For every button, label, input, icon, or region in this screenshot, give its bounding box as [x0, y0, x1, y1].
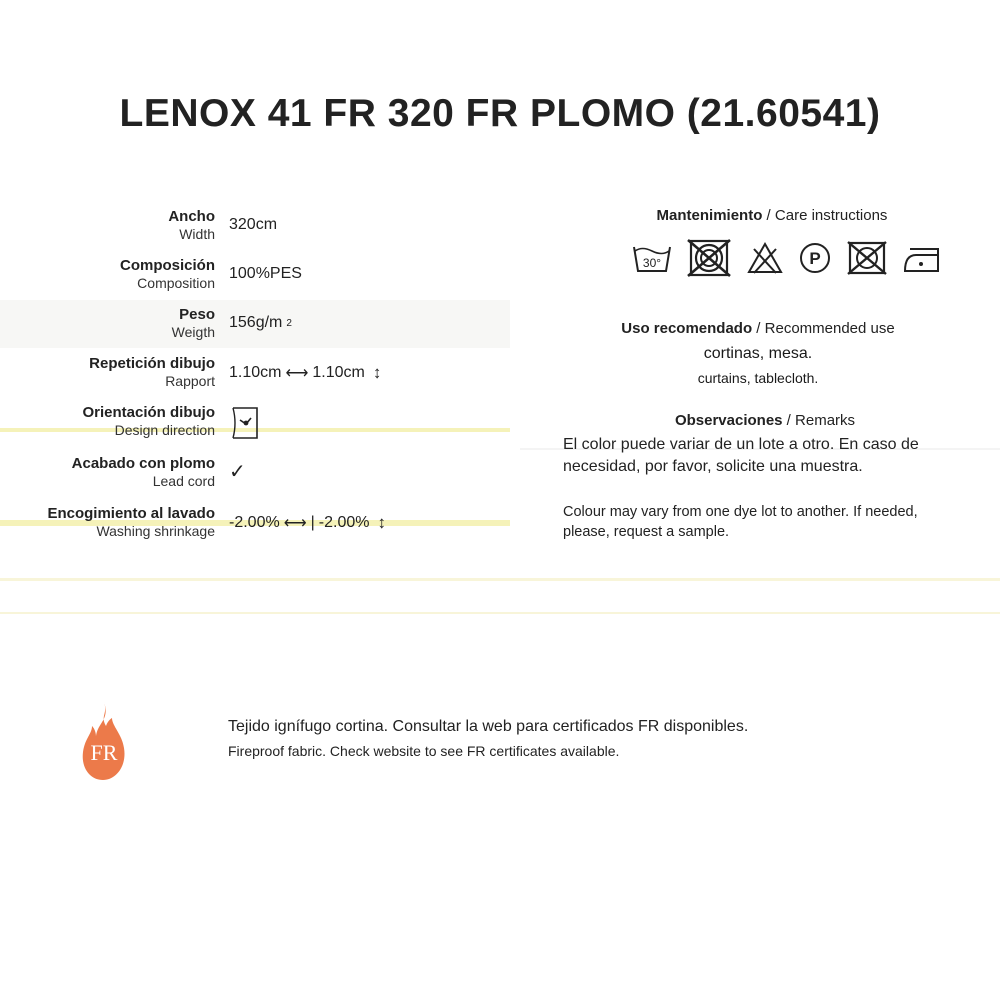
spec-label-es: Ancho [168, 208, 215, 225]
spec-value [229, 404, 263, 442]
rapport-width-value: 1.10cm [229, 364, 282, 381]
spec-value: 100%PES [229, 265, 302, 282]
no-dry-clean-icon [846, 240, 888, 276]
use-heading-es: Uso recomendado [621, 320, 753, 337]
shrinkage-height-value: -2.00% [318, 514, 370, 531]
professional-clean-p-icon [798, 241, 832, 275]
spec-value [229, 363, 381, 383]
wash-30-icon [632, 241, 672, 275]
spec-label-es: Acabado con plomo [71, 455, 215, 472]
horizontal-arrow-icon: ⟷ [285, 365, 309, 382]
spec-label-es: Orientación dibujo [82, 404, 215, 421]
iron-low-icon [902, 241, 942, 275]
shrinkage-width-value: -2.00% [229, 514, 280, 531]
spec-label-en: Weigth [171, 324, 215, 340]
no-tumble-dry-icon [686, 238, 732, 278]
horizontal-arrow-icon: ⟷ [283, 515, 307, 532]
checkmark-icon: ✓ [229, 461, 246, 483]
rapport-height-value: 1.10cm [312, 364, 365, 381]
spec-label-en: Rapport [165, 373, 215, 389]
care-heading [572, 207, 972, 224]
use-heading-en: / Recommended use [752, 320, 895, 337]
spec-row-weight [0, 306, 520, 354]
fr-text-en: Fireproof fabric. Check website to see FR certificates available. [228, 743, 620, 759]
pro-clean-letter: P [809, 249, 821, 268]
vertical-arrow-icon: ↕ [372, 363, 382, 382]
use-value-en: curtains, tablecloth. [697, 370, 819, 386]
remarks-line: Colour may vary from one dye lot to another. If needed, [563, 504, 918, 520]
use-value-es: cortinas, mesa. [703, 345, 813, 362]
no-bleach-icon [746, 241, 784, 275]
remarks-heading-es: Observaciones [674, 412, 783, 429]
spec-row-composition [0, 257, 520, 305]
spec-row-shrinkage [0, 505, 520, 553]
spec-label [0, 404, 215, 439]
spec-label-es: Composición [119, 257, 215, 274]
spec-row-lead-cord [0, 455, 520, 503]
spec-row-rapport [0, 355, 520, 403]
fr-text-es: Tejido ignífugo cortina. Consultar la web para certificados FR disponibles. [228, 718, 749, 735]
spec-label [0, 257, 215, 292]
spec-label [0, 208, 215, 243]
spec-value: 320cm [229, 216, 278, 233]
shrinkage-separator: | [310, 514, 315, 531]
spec-value [229, 513, 386, 533]
remarks-line: please, request a sample. [563, 524, 730, 540]
remarks-heading-en: / Remarks [782, 412, 856, 429]
spec-label [0, 455, 215, 490]
care-heading-es: Mantenimiento [656, 207, 763, 224]
weight-value: 156g/m [229, 314, 283, 331]
spec-label [0, 505, 215, 540]
remarks-line: El color puede variar de un lote a otro. En caso de [563, 436, 919, 453]
spec-label-es: Repetición dibujo [89, 355, 215, 372]
design-direction-icon [229, 404, 263, 442]
remarks-text-en [563, 502, 983, 542]
vertical-arrow-icon: ↕ [377, 513, 386, 532]
scan-band [0, 578, 1000, 581]
spec-label-es: Encogimiento al lavado [47, 505, 215, 522]
spec-value [229, 314, 292, 332]
spec-label [0, 355, 215, 390]
spec-label-en: Lead cord [152, 473, 215, 489]
remarks-heading [565, 412, 965, 429]
spec-label-en: Washing shrinkage [96, 523, 215, 539]
fr-flame-logo [78, 700, 130, 782]
spec-label-es: Peso [179, 306, 215, 323]
spec-label-en: Composition [137, 275, 215, 291]
page-title: LENOX 41 FR 320 FR PLOMO (21.60541) [119, 92, 881, 135]
spec-row-width [0, 208, 520, 256]
care-icons [632, 238, 942, 278]
care-heading-en: / Care instructions [762, 207, 888, 224]
spec-label-en: Width [179, 226, 215, 242]
fr-logo-text: FR [90, 740, 118, 765]
scan-band [0, 612, 1000, 614]
spec-label [0, 306, 215, 341]
use-heading [548, 320, 968, 337]
remarks-line: necesidad, por favor, solicite una muestra. [563, 458, 863, 475]
remarks-text-es [563, 434, 983, 478]
spec-label-en: Design direction [114, 422, 215, 438]
wash-temp-label: 30° [642, 256, 662, 270]
weight-unit-sup: 2 [286, 317, 292, 329]
spec-row-design-direction [0, 404, 520, 452]
